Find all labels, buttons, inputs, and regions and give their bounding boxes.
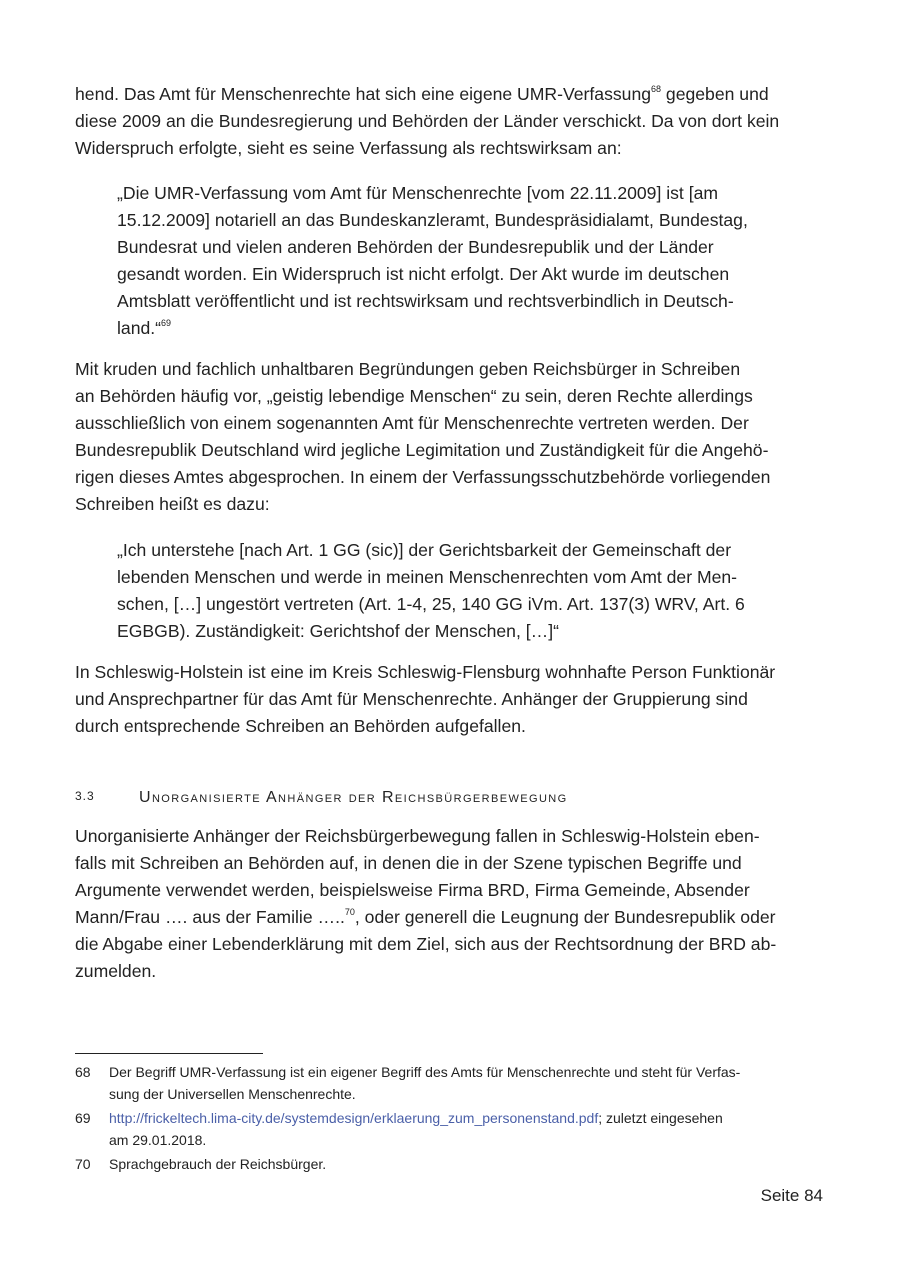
paragraph-line: und Ansprechpartner für das Amt für Menschenrechte. Anhänger der Gruppierung sind: [75, 689, 748, 709]
paragraph-line: Bundesrepublik Deutschland wird jegliche Legimitation und Zuständigkeit für die Angehö-: [75, 440, 769, 460]
paragraph-line: falls mit Schreiben an Behörden auf, in denen die in der Szene typischen Begriffe und: [75, 853, 742, 873]
section-number: 3.3: [75, 789, 95, 803]
footnote-separator: [75, 1053, 263, 1054]
quote-line: gesandt worden. Ein Widerspruch ist nicht erfolgt. Der Akt wurde im deutschen: [117, 264, 730, 284]
paragraph-line: Schreiben heißt es dazu:: [75, 494, 270, 514]
footnote-text: Sprachgebrauch der Reichsbürger.: [109, 1156, 327, 1172]
paragraph-line: Unorganisierte Anhänger der Reichsbürgerbewegung fallen in Schleswig-Holstein eben-: [75, 826, 760, 846]
paragraph-line: Argumente verwendet werden, beispielsweise Firma BRD, Firma Gemeinde, Absender: [75, 880, 750, 900]
footnote-text: am 29.01.2018.: [109, 1132, 207, 1148]
section-heading: [75, 789, 835, 809]
paragraph-line: diese 2009 an die Bundesregierung und Behörden der Länder verschickt. Da von dort kein: [75, 111, 780, 131]
paragraph-line: Mann/Frau …. aus der Familie …..$^{70}$, oder generell die Leugnung der Bundesrepublik oder: [75, 907, 776, 927]
footnote-number: 68: [75, 1064, 91, 1080]
footnote-ref-70[interactable]: 70: [344, 907, 355, 918]
quote-line: EGBGB). Zuständigkeit: Gerichtshof der Menschen, […]“: [117, 621, 559, 641]
footnote-ref-68[interactable]: 68: [651, 84, 662, 95]
section-title: Unorganisierte Anhänger der Reichsbürgerbewegung: [139, 789, 568, 806]
page-number: Seite 84: [760, 1186, 823, 1205]
footnote-text: sung der Universellen Menschenrechte.: [109, 1086, 356, 1102]
quote-line: „Ich unterstehe [nach Art. 1 GG (sic)] der Gerichtsbarkeit der Gemeinschaft der: [117, 540, 732, 560]
paragraph-line: Widerspruch erfolgte, sieht es seine Verfassung als rechtswirksam an:: [75, 138, 622, 158]
paragraph-line: In Schleswig-Holstein ist eine im Kreis Schleswig-Flensburg wohnhafte Person Funktionär: [75, 662, 776, 682]
quote-line: land.“$^{69}$: [117, 318, 172, 338]
footnote-70: [75, 1155, 835, 1173]
paragraph-line: an Behörden häufig vor, „geistig lebendige Menschen“ zu sein, deren Rechte allerdings: [75, 386, 753, 406]
paragraph-line: durch entsprechende Schreiben an Behörden aufgefallen.: [75, 716, 526, 736]
quote-line: schen, […] ungestört vertreten (Art. 1-4, 25, 140 GG iVm. Art. 137(3) WRV, Art. 6: [117, 594, 745, 614]
quote-line: „Die UMR-Verfassung vom Amt für Menschenrechte [vom 22.11.2009] ist [am: [117, 183, 719, 203]
paragraph-line: hend. Das Amt für Menschenrechte hat sich eine eigene UMR-Verfassung$^{68}$ gegeben und: [75, 84, 769, 104]
paragraph-line: Mit kruden und fachlich unhaltbaren Begründungen geben Reichsbürger in Schreiben: [75, 359, 741, 379]
footnote-68: [75, 1063, 835, 1102]
footnote-number: 70: [75, 1156, 91, 1172]
paragraph-line: die Abgabe einer Lebenderklärung mit dem Ziel, sich aus der Rechtsordnung der BRD ab-: [75, 934, 777, 954]
footnote-69: 69 http://frickeltech.lima-city.de/systemdesign/erklaerung_zum_personenstand.pdf; zuletzt eingesehen am 29.01.2018.: [75, 1110, 723, 1148]
footnote-ref-69[interactable]: 69: [161, 318, 172, 329]
quote-line: Bundesrat und vielen anderen Behörden der Bundesrepublik und der Länder: [117, 237, 714, 257]
paragraph-line: zumelden.: [75, 961, 157, 981]
quote-line: lebenden Menschen und werde in meinen Menschenrechten vom Amt der Men-: [117, 567, 738, 587]
paragraph-line: rigen dieses Amtes abgesprochen. In einem der Verfassungsschutzbehörde vorliegenden: [75, 467, 771, 487]
quote-line: Amtsblatt veröffentlicht und ist rechtswirksam und rechtsverbindlich in Deutsch-: [117, 291, 734, 311]
footnote-text: Der Begriff UMR-Verfassung ist ein eigener Begriff des Amts für Menschenrechte und steht für Verfas-: [109, 1064, 741, 1080]
quote-line: 15.12.2009] notariell an das Bundeskanzleramt, Bundespräsidialamt, Bundestag,: [117, 210, 748, 230]
paragraph-line: ausschließlich von einem sogenannten Amt für Menschenrechte vertreten werden. Der: [75, 413, 749, 433]
footnote-number: 69: [75, 1110, 91, 1126]
footnote-link[interactable]: http://frickeltech.lima-city.de/systemdesign/erklaerung_zum_personenstand.pdf: [109, 1110, 599, 1126]
